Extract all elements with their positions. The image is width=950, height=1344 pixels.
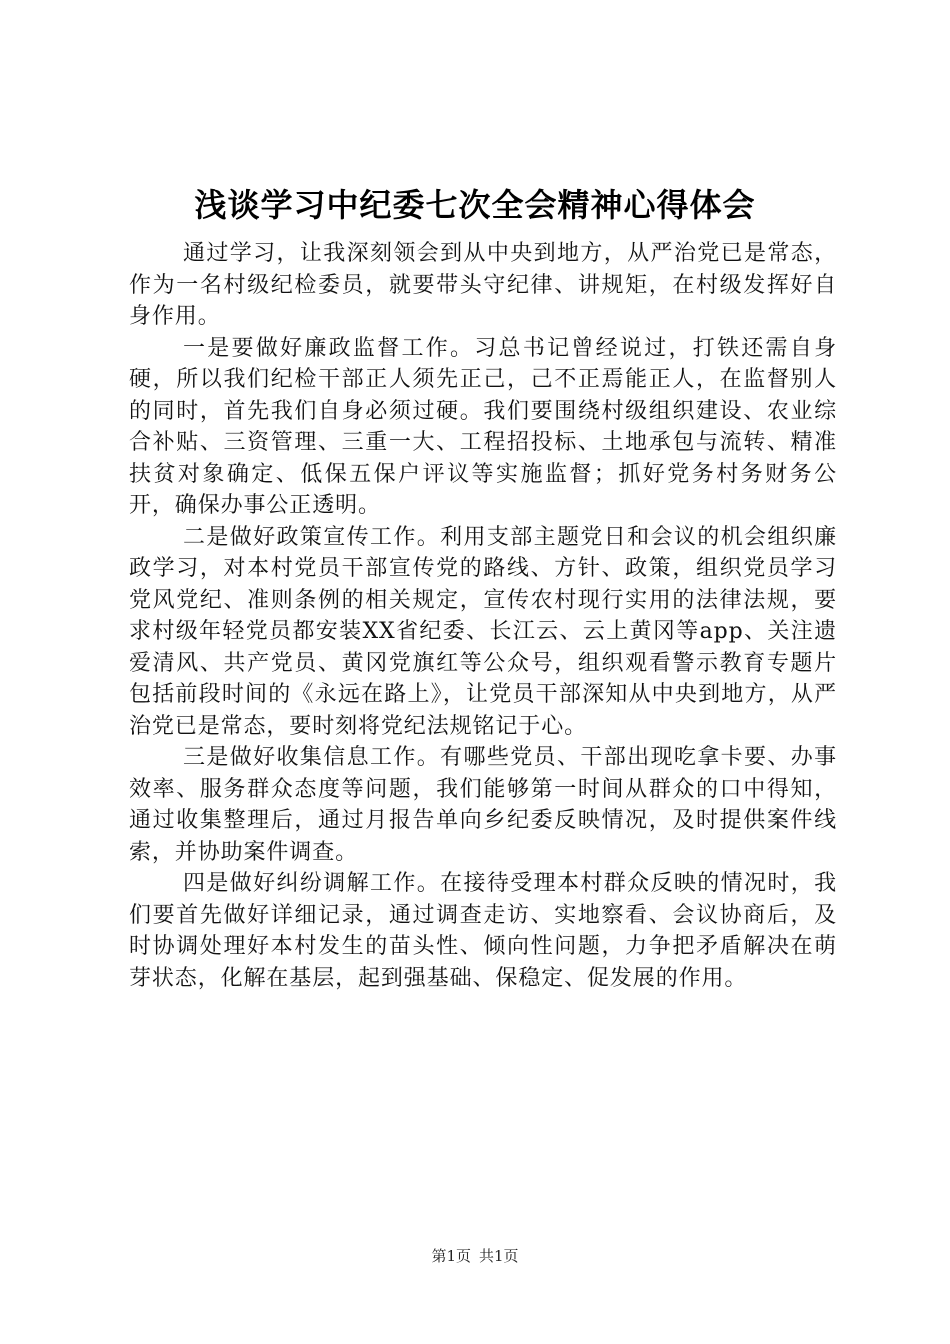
paragraph-supervision: 一是要做好廉政监督工作。习总书记曾经说过，打铁还需自身硬，所以我们纪检干部正人须先正己，己不正焉能正人，在监督别人的同时，首先我们自身必须过硬。我们要围绕村级组织建设、农业综合补贴、三资管理、三重一大、工程招投标、土地承包与流转、精准扶贫对象确定、低保五保户评议等实施监督；抓好党务村务财务公开，确保办事公正透明。 — [129, 335, 837, 518]
page-footer — [0, 1246, 950, 1266]
page-total: 共1页 — [479, 1247, 519, 1265]
document-body — [129, 238, 837, 994]
paragraph-information-collection: 三是做好收集信息工作。有哪些党员、干部出现吃拿卡要、办事效率、服务群众态度等问题，我们能够第一时间从群众的口中得知，通过收集整理后，通过月报告单向乡纪委反映情况，及时提供案件线索，并协助案件调查。 — [129, 745, 837, 865]
paragraph-intro: 通过学习，让我深刻领会到从中央到地方，从严治党已是常态，作为一名村级纪检委员，就要带头守纪律、讲规矩，在村级发挥好自身作用。 — [129, 241, 837, 329]
document-title: 浅谈学习中纪委七次全会精神心得体会 — [194, 186, 756, 224]
paragraph-dispute-mediation: 四是做好纠纷调解工作。在接待受理本村群众反映的情况时，我们要首先做好详细记录，通过调查走访、实地察看、会议协商后，及时协调处理好本村发生的苗头性、倾向性问题，力争把矛盾解决在萌芽状态，化解在基层，起到强基础、保稳定、促发展的作用。 — [129, 871, 837, 991]
page-number: 第1页 — [431, 1247, 471, 1265]
paragraph-policy-promotion: 二是做好政策宣传工作。利用支部主题党日和会议的机会组织廉政学习，对本村党员干部宣传党的路线、方针、政策，组织党员学习党风党纪、准则条例的相关规定，宣传农村现行实用的法律法规，要求村级年轻党员都安装XX省纪委、长江云、云上黄冈等app、关注遗爱清风、共产党员、黄冈党旗红等公众号，组织观看警示教育专题片包括前段时间的《永远在路上》，让党员干部深知从中央到地方，从严治党已是常态，要时刻将党纪法规铭记于心。 — [129, 524, 837, 739]
